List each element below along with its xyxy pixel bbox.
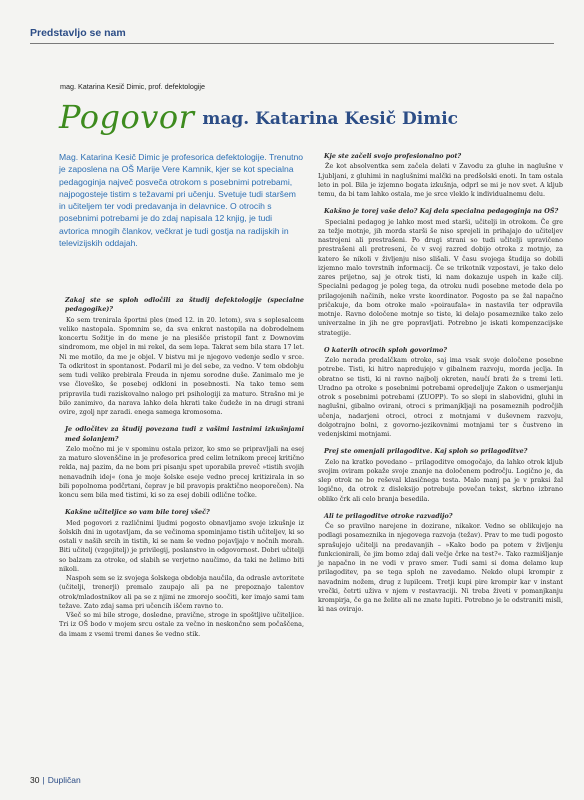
title-script: Pogovor [59, 98, 195, 136]
lead-text: Mag. Katarina Kesič Dimic je profesorica defektologije. Trenutno je zaposlena na OŠ Marije Vere Kamnik, kjer se kot specialna pedagoginja največ posveča otrokom s posebnimi potrebami, najpogosteje tistim s težavami pri učenju. Svetuje tudi staršem in učiteljem ter vodi predavanja in delavnice. O otrocih s posebnimi potrebami je do zdaj napisala 12 knjig, je tudi avtorica mnogih člankov, večkrat je tudi gostja na radijskih in televizijskih oddajah. [59, 152, 304, 249]
question: Zakaj ste se sploh odločili za študij defektologije (specialne pedagogike)? [65, 296, 304, 314]
answer: Zelo na kratko povedano – prilagoditve omogočajo, da lahko otrok kljub svojim oviram pokaže svoje znanje na določenem področju. Logično je, da slep otrok ne bo reševal klasičnega testa. Malo manj pa je v praksi žal logično, da otrok z disleksijo potrebuje povečan tekst, skrbno izbrano obliko črk ali celo branja besedila. [318, 457, 563, 503]
lead-paragraph [59, 151, 304, 249]
page-footer [30, 775, 81, 785]
question: Ali te prilagoditve otroke razvadijo? [324, 511, 453, 520]
title-name: mag. Katarina Kesič Dimic [202, 109, 458, 129]
header-rule [30, 43, 554, 44]
answer: Ko sem trenirala športni ples (med 12. in 20. letom), sva s soplesalcem veliko nastopala. Spomnim se, da sva enkrat nastopila na dobrodelnem koncertu Sožitje in do mene je na plesišče pristopil fant z Downovim sindromom, me objel in mi rekel, da sem lepa. Takrat sem bila stara 17 let. Ni me motilo, da me je objel. V bistvu mi je njegovo vedenje sedlo v srce. Ta odkritost in spontanost. Podaril mi je del sebe, za vedno. V tem obdobju sem tudi veliko prebirala Freuda in njemu sorodne duše. Zanimalo me je vse človeško, še posebej odkloni in posebnosti. Na tako temo sem pripravila tudi raziskovalno nalogo pri psihologiji za maturo. Strašno mi je bilo zanimivo, da narava lahko dela hkrati take čudeže in na drugi strani ovire, zgolj npr zaradi. enega samega kromosoma. [59, 315, 304, 416]
right-column [318, 152, 563, 623]
answer: Všeč so mi bile stroge, dosledne, pravične, stroge in spoštljive učiteljice. Tri iz OŠ bodo v mojem srcu ostale za večno in neskončno sem počaščena, da imam z vsemi tremi danes še vedno stik. [59, 611, 304, 638]
article-title [59, 98, 458, 136]
magazine-name: Dupličan [47, 775, 81, 785]
left-column [59, 296, 304, 647]
question: Kakšno je torej vaše delo? Kaj dela specialna pedagoginja na OŠ? [324, 207, 559, 216]
question: Je odločitev za študij povezana tudi z vašimi lastnimi izkušnjami med šolanjem? [65, 425, 304, 443]
footer-separator: | [42, 775, 45, 785]
answer: Zelo nerada predalčkam otroke, saj ima vsak svoje določene posebne potrebe. Tisti, ki hitro napredujejo v gibalnem razvoju, morda jeclja. In obratno se tisti, ki ni ravno najbolj okreten, naučí brati že s tremi leti. Uradno pa otroke s posebnimi potrebami opredeljuje Zakon o usmerjanju otrok s posebnimi potrebami (ZUOPP). To so slepi in slabovidni, gluhi in naglušni, gibalno ovirani, otroci s primanjkljaji na posameznih področjih učenja, nadarjeni otroci, otroci z motnjami v duševnem razvoju, dolgotrajno bolni, z govorno-jezikovnimi motnjami ter s čustveno in vedenjskimi motnjami. [318, 356, 563, 438]
answer: Specialni pedagog je lahko most med starši, učitelji in otrokom. Če gre za težje motnje, jih morda starši še niso sprejeli in prihajajo do učiteljev nastrojeni ali prestrašeni. Po drugi strani so tudi učitelji upravičeno prestrašeni ali pretreseni, če v svoj razred dobijo otroka z motnjo, za katero še nikoli v življenju niso slišali. V času svojega študija so dobili izjemno malo tovrstnih informacij. Če se trikotnik vzpostavi, je tako delo zares prijetno, saj je otrok tisti, ki nam dokazuje uspeh in kaže cilj. Specialni pedagog je poleg tega, da otroku nudi posebne metode dela po prilagojenih načinih, neke vrste koordinator. Pogosto pa se žal napačno pričakuje, da bom otroke malo »poiraufala« in nastavila ter odpravila motnje. Ravno določene motnje so tiste, ki delajo posameznike tako zelo univerzalne in jih ne gre popravljati. Potrebno je iskati kompenzacijske strategije. [318, 217, 563, 337]
question: Prej ste omenjali prilagoditve. Kaj sploh so prilagoditve? [324, 447, 528, 456]
page-number: 30 [30, 775, 40, 785]
question: O katerih otrocih sploh govorimo? [324, 345, 447, 354]
question: Kje ste začeli svojo profesionalno pot? [324, 152, 462, 160]
answer: Naspoh sem se iz svojega šolskega obdobja naučila, da odrasle avtoritete (učitelji, trenerji) premalo zaupajo ali pa ne prepoznajo talentov otrok/mladostnikov ali pa se z njimi ne zmorejo soočiti, ker imajo sami tam težave. Zato zdaj sama pri učencih iščem ravno to. [59, 574, 304, 610]
byline: mag. Katarina Kesič Dimic, prof. defektologije [60, 82, 206, 91]
answer: Zelo močno mi je v spominu ostala prizor, ko smo se pripravljali na esej za maturo slovenščine in je profesorica pred celim letnikom precej kritično rekla, naj pazim, da ne bom pri pisanju spet uporabila preveč »tistih svojih nenavadnih idej« (ona je moje šolske eseje vedno precej kritizirala in so bili popolnoma podčrtani, čeprav je bil pravopis praktično neoporečen). Na koncu sem bila med tistimi, ki so za esej dobili odlične točke. [59, 444, 304, 499]
answer: Med pogovori z različnimi ljudmi pogosto obnavljamo svoje izkušnje iz šolskih dni in ugotavljam, da se večinoma spominjamo tistih učiteljev, ki so ostali v naših srcih in tistih, ki se nam še vedno pojavljajo v nočnih morah. Biti učitelj (vzgojitelj) je privilegij, poslanstvo in odgovornost. Dobri učitelji so balzam za otroke, od slabih se verjetno naučimo, da taki ne želimo biti nikoli. [59, 518, 304, 573]
section-label: Predstavljo se nam [30, 27, 126, 39]
answer: Že kot absolventka sem začela delati v Zavodu za gluhe in naglušne v Ljubljani, z gluhimi in naglušnimi malčki na predšolski enoti. In tam ostala leto in pol. Bila je izjemno bogata izkušnja, odprl se mi je nov svet. A kljub temu, da bi tam lahko ostala, me je srce vleklo k individualnemu delu. [318, 162, 563, 198]
question: Kakšne učiteljice so vam bile torej všeč? [65, 508, 210, 517]
answer: Če so pravilno narejene in dozirane, nikakor. Vedno se oblikujejo na podlagi posameznika in njegovega razvoja (težav). Prav to me tudi pogosto sprašujejo učitelji na predavanjih – »Kako bodo pa potem v življenju funkcionirali, če jim bomo zdaj dali večje črke na test?«. Tako razmišljanje je napačno in ne vodi v pravo smer. Tudi sami si doma delamo kup prilagoditev, pa se tega sploh ne zavedamo. Nekdo olupi krompir z navadnim nožem, drug z lupilcem. Tretji kupi pire krompir kar v instant vrečki, četrti uživa v njem v restavraciji. Ni treba živeti v pomanjkanju krompirja, če ga ne želite ali ne znate lupiti. Potrebno je le odstraniti misli, ki nas ovirajo. [318, 522, 563, 614]
